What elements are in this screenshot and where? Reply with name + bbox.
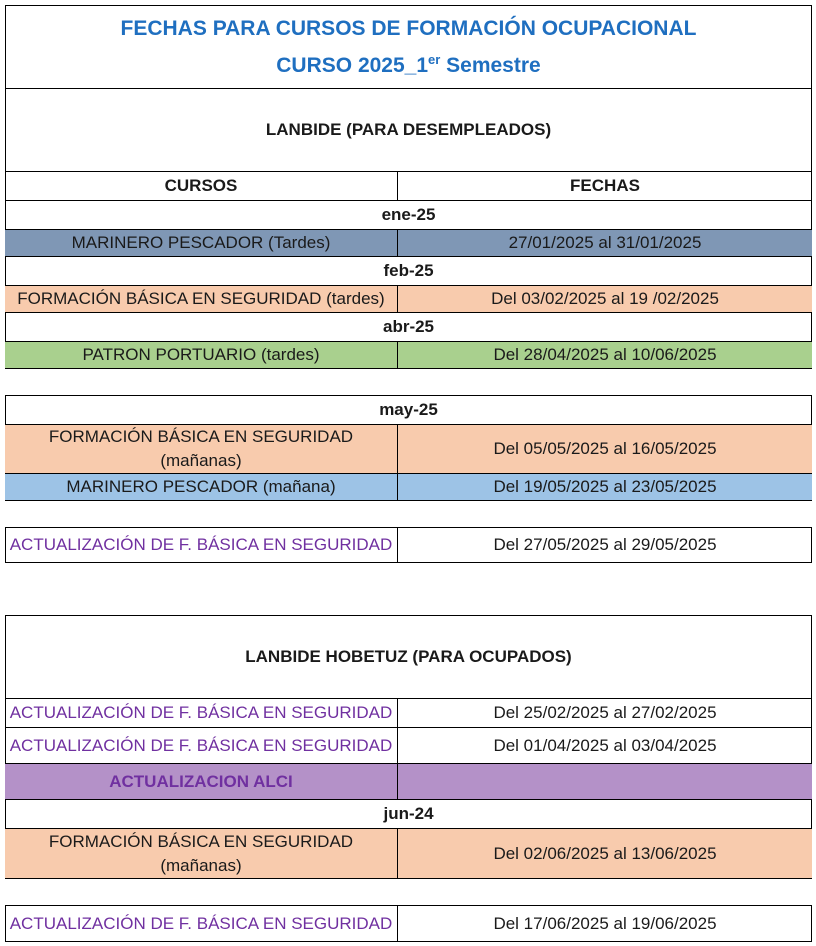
course-cell: ACTUALIZACION ALCI — [5, 764, 397, 799]
column-header-cursos: CURSOS — [164, 176, 238, 195]
course-cell: MARINERO PESCADOR (mañana) — [5, 474, 397, 500]
course-cell: FORMACIÓN BÁSICA EN SEGURIDAD (mañanas) — [5, 829, 397, 878]
course-cell: ACTUALIZACIÓN DE F. BÁSICA EN SEGURIDAD — [9, 735, 393, 755]
dates-cell: Del 05/05/2025 al 16/05/2025 — [398, 425, 812, 473]
month-label-ene-25: ene-25 — [381, 205, 436, 224]
course-cell: MARINERO PESCADOR (Tardes) — [5, 230, 397, 256]
course-cell: ACTUALIZACIÓN DE F. BÁSICA EN SEGURIDAD — [9, 913, 393, 933]
month-label-abr-25: abr-25 — [382, 317, 435, 336]
page-title — [5, 14, 812, 80]
course-cell: FORMACIÓN BÁSICA EN SEGURIDAD (tardes) — [5, 286, 397, 312]
month-label-feb-25: feb-25 — [383, 261, 434, 280]
column-header-fechas: FECHAS — [570, 176, 640, 195]
course-cell: FORMACIÓN BÁSICA EN SEGURIDAD (mañanas) — [5, 425, 397, 473]
title-line-1: FECHAS PARA CURSOS DE FORMACIÓN OCUPACIONAL — [120, 17, 697, 40]
month-label-may-25: may-25 — [379, 400, 438, 419]
title-line-2: CURSO 2025_1er Semestre — [276, 52, 541, 77]
course-cell: ACTUALIZACIÓN DE F. BÁSICA EN SEGURIDAD — [9, 535, 393, 554]
course-cell: PATRON PORTUARIO (tardes) — [5, 342, 397, 368]
dates-cell: Del 25/02/2025 al 27/02/2025 — [493, 703, 717, 722]
course-cell: ACTUALIZACIÓN DE F. BÁSICA EN SEGURIDAD — [9, 703, 393, 722]
dates-cell: Del 01/04/2025 al 03/04/2025 — [493, 735, 717, 755]
month-label-jun-24: jun-24 — [383, 804, 434, 823]
dates-cell: Del 02/06/2025 al 13/06/2025 — [398, 829, 812, 878]
dates-cell: 27/01/2025 al 31/01/2025 — [398, 230, 812, 256]
dates-cell: Del 19/05/2025 al 23/05/2025 — [398, 474, 812, 500]
section-title-desempleados: LANBIDE (PARA DESEMPLEADOS) — [265, 120, 552, 139]
dates-cell: Del 28/04/2025 al 10/06/2025 — [398, 342, 812, 368]
dates-cell: Del 17/06/2025 al 19/06/2025 — [493, 913, 717, 933]
dates-cell: Del 27/05/2025 al 29/05/2025 — [493, 535, 717, 554]
section-title-ocupados: LANBIDE HOBETUZ (PARA OCUPADOS) — [245, 647, 572, 666]
dates-cell — [398, 764, 812, 799]
dates-cell: Del 03/02/2025 al 19 /02/2025 — [398, 286, 812, 312]
